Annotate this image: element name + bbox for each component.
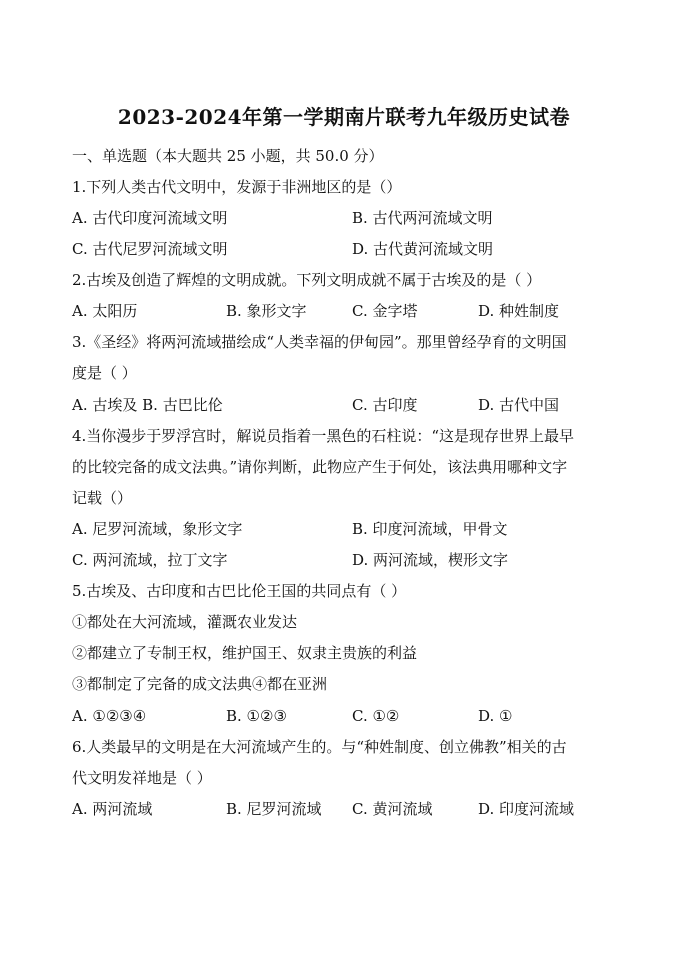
question-3-stem-line-1: 3.《圣经》将两河流域描绘成“人类幸福的伊甸园”。那里曾经孕育的文明国 — [72, 333, 567, 351]
q2-option-d: D. 种姓制度 — [478, 302, 560, 320]
q4-option-c: C. 两河流域，拉丁文字 — [72, 551, 228, 569]
q5-option-b: B. ①②③ — [226, 707, 287, 725]
q5-option-c: C. ①② — [352, 707, 400, 725]
q6-option-c: C. 黄河流域 — [352, 800, 433, 818]
q6-option-d: D. 印度河流域 — [478, 800, 575, 818]
q3-option-c: C. 古印度 — [352, 396, 418, 414]
q2-option-c: C. 金字塔 — [352, 302, 418, 320]
question-6-stem-line-2: 代文明发祥地是（ ） — [72, 769, 212, 787]
q1-option-b: B. 古代两河流域文明 — [352, 209, 493, 227]
question-4-stem-line-3: 记载（） — [72, 489, 133, 507]
q5-option-d: D. ① — [478, 707, 513, 725]
exam-title: 2023-2024年第一学期南片联考九年级历史试卷 — [117, 105, 571, 129]
q1-option-c: C. 古代尼罗河流域文明 — [72, 240, 228, 258]
q2-option-b: B. 象形文字 — [226, 302, 307, 320]
q1-option-d: D. 古代黄河流域文明 — [352, 240, 494, 258]
q5-statement-2: ②都建立了专制王权，维护国王、奴隶主贵族的利益 — [72, 644, 418, 662]
question-4-stem-line-2: 的比较完备的成文法典。”请你判断，此物应产生于何处，该法典用哪种文字 — [72, 458, 568, 476]
q4-option-d: D. 两河流域，楔形文字 — [352, 551, 509, 569]
q2-option-a: A. 太阳历 — [72, 302, 138, 320]
q4-option-b: B. 印度河流域，甲骨文 — [352, 520, 508, 538]
q5-statement-3: ③都制定了完备的成文法典④都在亚洲 — [72, 675, 328, 693]
question-3-stem-line-2: 度是（ ） — [72, 364, 137, 382]
q4-option-a: A. 尼罗河流域，象形文字 — [72, 520, 243, 538]
question-4-stem-line-1: 4.当你漫步于罗浮宫时，解说员指着一黑色的石柱说：“这是现存世界上最早 — [72, 427, 574, 445]
q3-option-ab: A. 古埃及 B. 古巴比伦 — [72, 396, 223, 414]
question-1-stem: 1.下列人类古代文明中，发源于非洲地区的是（） — [72, 178, 402, 196]
q5-option-a: A. ①②③④ — [72, 707, 147, 725]
q6-option-b: B. 尼罗河流域 — [226, 800, 322, 818]
q6-option-a: A. 两河流域 — [72, 800, 153, 818]
question-2-stem: 2.古埃及创造了辉煌的文明成就。下列文明成就不属于古埃及的是（ ） — [72, 271, 542, 289]
q3-option-d: D. 古代中国 — [478, 396, 560, 414]
q1-option-a: A. 古代印度河流域文明 — [72, 209, 228, 227]
q5-statement-1: ①都处在大河流域，灌溉农业发达 — [72, 613, 298, 631]
section-header: 一、单选题（本大题共 25 小题，共 50.0 分） — [72, 147, 384, 165]
question-6-stem-line-1: 6.人类最早的文明是在大河流域产生的。与“种姓制度、创立佛教”相关的古 — [72, 738, 567, 756]
question-5-stem: 5.古埃及、古印度和古巴比伦王国的共同点有（ ） — [72, 582, 407, 600]
